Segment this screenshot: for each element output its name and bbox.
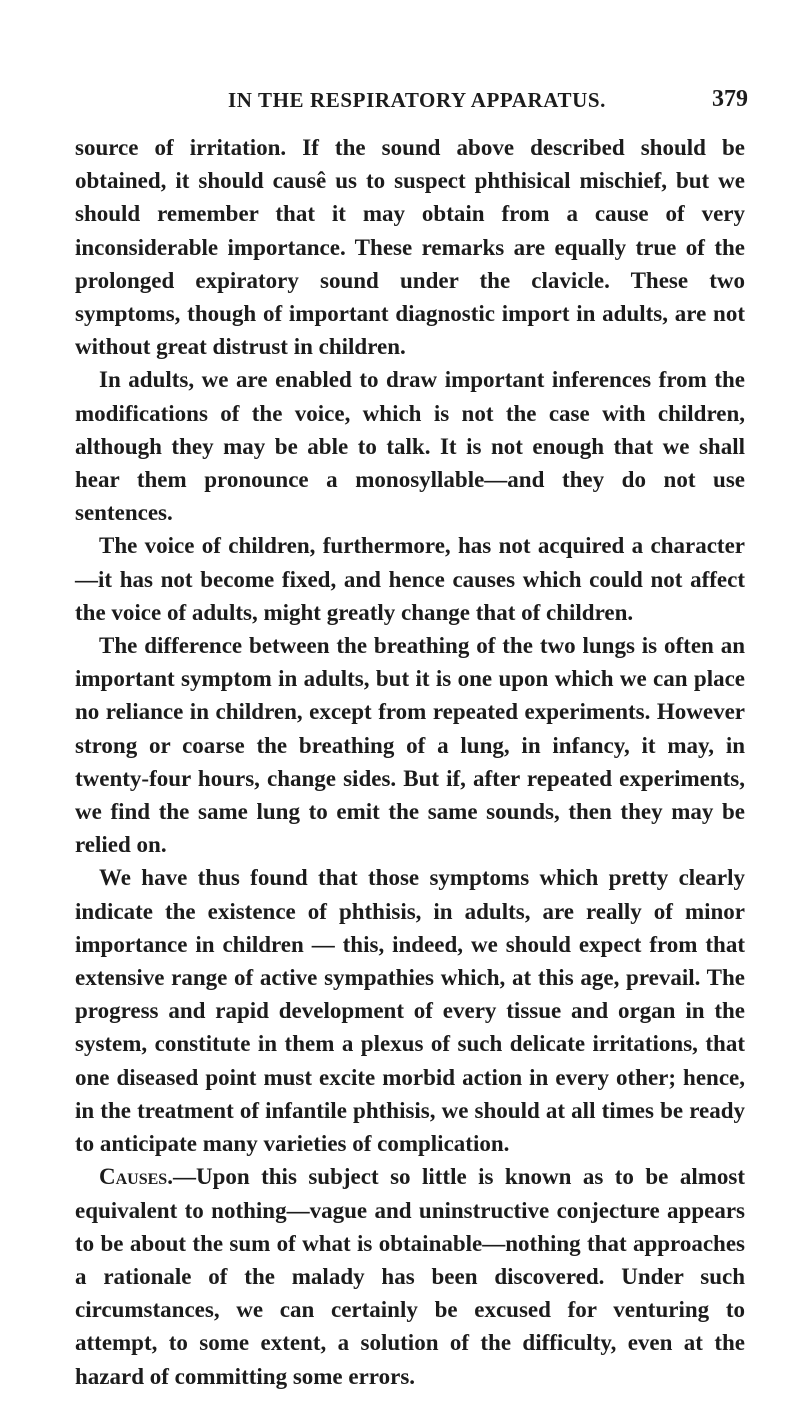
causes-text: —Upon this subject so little is known as to be almost equivalent to nothing—vague and uninstructive conjecture appears to be about the sum of what is obtainable—nothing that approaches a rationale of the malady has been discovered. Under such circumstances, we can certainly be excused for venturing to attempt, to some extent, a solution of the difficulty, even at the hazard of committing some errors. [75,1164,745,1389]
paragraph-causes [75,1160,745,1392]
paragraph-voice-modifications: In adults, we are enabled to draw important inferences from the modifications of the voice, which is not the case with children, although they may be able to talk. It is not enough that we shall hear them pronounce a monosyllable—and they do not use sentences. [75,367,745,526]
page-number: 379 [712,86,748,112]
running-header [188,88,748,118]
running-title: IN THE RESPIRATORY APPARATUS. [228,88,606,112]
paragraph-voice-of-children: The voice of children, furthermore, has not acquired a character—it has not become fixed, and hence causes which could not affect the voice of adults, might greatly change that of children. [75,533,745,625]
paragraph-breathing-difference: The difference between the breathing of the two lungs is often an important symptom in adults, but it is one upon which we can place no reliance in children, except from repeated experiments. However strong or coarse the breathing of a lung, in infancy, it may, in twenty-four hours, change sides. But if, after repeated experiments, we find the same lung to emit the same sounds, then they may be relied on. [75,633,745,858]
causes-heading: Causes. [99,1164,173,1190]
paragraph-symptoms-importance: We have thus found that those symptoms which pretty clearly indicate the existence of phthisis, in adults, are really of minor importance in children — this, indeed, we should expect from that extensive range of active sympathies which, at this age, prevail. The progress and rapid development of every tissue and organ in the system, constitute in them a plexus of such delicate irritations, that one diseased point must excite morbid action in every other; hence, in the treatment of infantile phthisis, we should at all times be ready to anticipate many varieties of complication. [75,865,745,1157]
body-text [75,131,745,1393]
paragraph-continuation: source of irritation. If the sound above described should be obtained, it should causê us to suspect phthisical mischief, but we should remember that it may obtain from a cause of very inconsiderable importance. These remarks are equally true of the prolonged expiratory sound under the clavicle. These two symptoms, though of important diagnostic import in adults, are not without great distrust in children. [75,135,745,360]
